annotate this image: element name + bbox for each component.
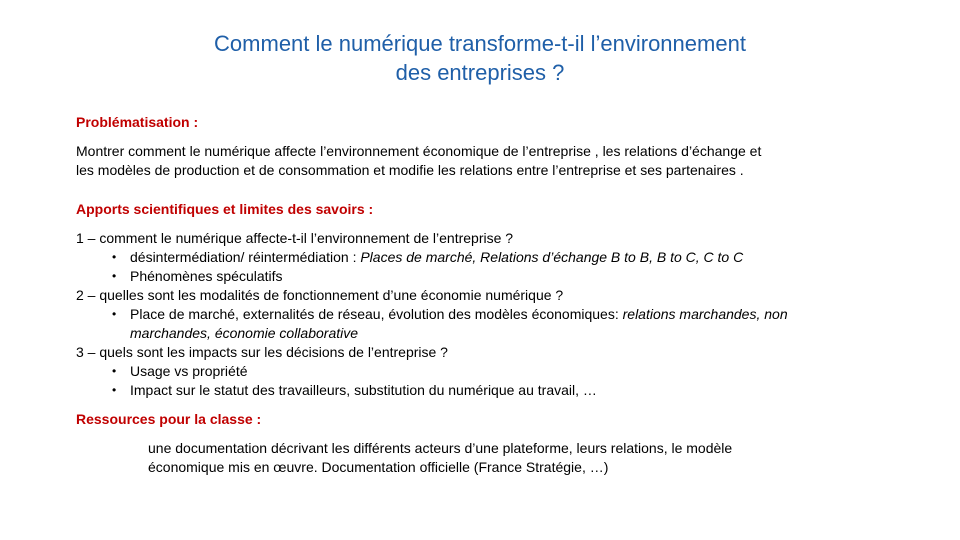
bullet-icon: • (112, 383, 117, 397)
ressources-line1: une documentation décrivant les différents acteurs d’une plateforme, leurs relations, le modèle (148, 440, 733, 456)
list-item (76, 248, 916, 267)
list-item (76, 305, 916, 343)
slide-title-line2: des entreprises ? (395, 60, 565, 85)
bullet-icon: • (112, 364, 117, 378)
q1-bullet1-italic: Places de marché, Relations d’échange B to B, B to C, C to C (360, 249, 744, 265)
list-item (76, 362, 916, 381)
problematisation-line1: Montrer comment le numérique affecte l’environnement économique de l’entreprise , les relations d’échange et (76, 143, 762, 159)
q1-bullet2-text: Phénomènes spéculatifs (130, 268, 283, 284)
ressources-text (76, 439, 916, 477)
bullet-icon: • (112, 307, 117, 321)
q2-bullet1-text: Place de marché, externalités de réseau, évolution des modèles économiques: (130, 306, 623, 322)
q3-bullet2-text: Impact sur le statut des travailleurs, substitution du numérique au travail, … (130, 382, 597, 398)
problematisation-text (76, 142, 916, 180)
ressources-heading: Ressources pour la classe : (76, 411, 262, 427)
q2-bullet1-italic-b: marchandes, économie collaborative (130, 325, 359, 341)
question-3: 3 – quels sont les impacts sur les décisions de l’entreprise ? (76, 344, 448, 360)
list-item (76, 381, 916, 400)
list-item (76, 267, 916, 286)
q2-bullet1-italic-a: relations marchandes, non (622, 306, 788, 322)
apports-heading: Apports scientifiques et limites des savoirs : (76, 201, 374, 217)
question-1: 1 – comment le numérique affecte-t-il l’environnement de l’entreprise ? (76, 230, 514, 246)
problematisation-heading: Problématisation : (76, 114, 199, 130)
slide-title (0, 29, 960, 87)
slide-title-line1: Comment le numérique transforme-t-il l’environnement (214, 31, 746, 56)
q1-bullet1-text: désintermédiation/ réintermédiation : (130, 249, 361, 265)
slide-content (76, 113, 916, 477)
bullet-icon: • (112, 269, 117, 283)
problematisation-line2: les modèles de production et de consommation et modifie les relations entre l’entreprise et ses partenaires . (76, 162, 744, 178)
bullet-icon: • (112, 250, 117, 264)
question-2: 2 – quelles sont les modalités de fonctionnement d’une économie numérique ? (76, 287, 564, 303)
ressources-line2: économique mis en œuvre. Documentation officielle (France Stratégie, …) (148, 459, 609, 475)
q3-bullet1-text: Usage vs propriété (130, 363, 248, 379)
